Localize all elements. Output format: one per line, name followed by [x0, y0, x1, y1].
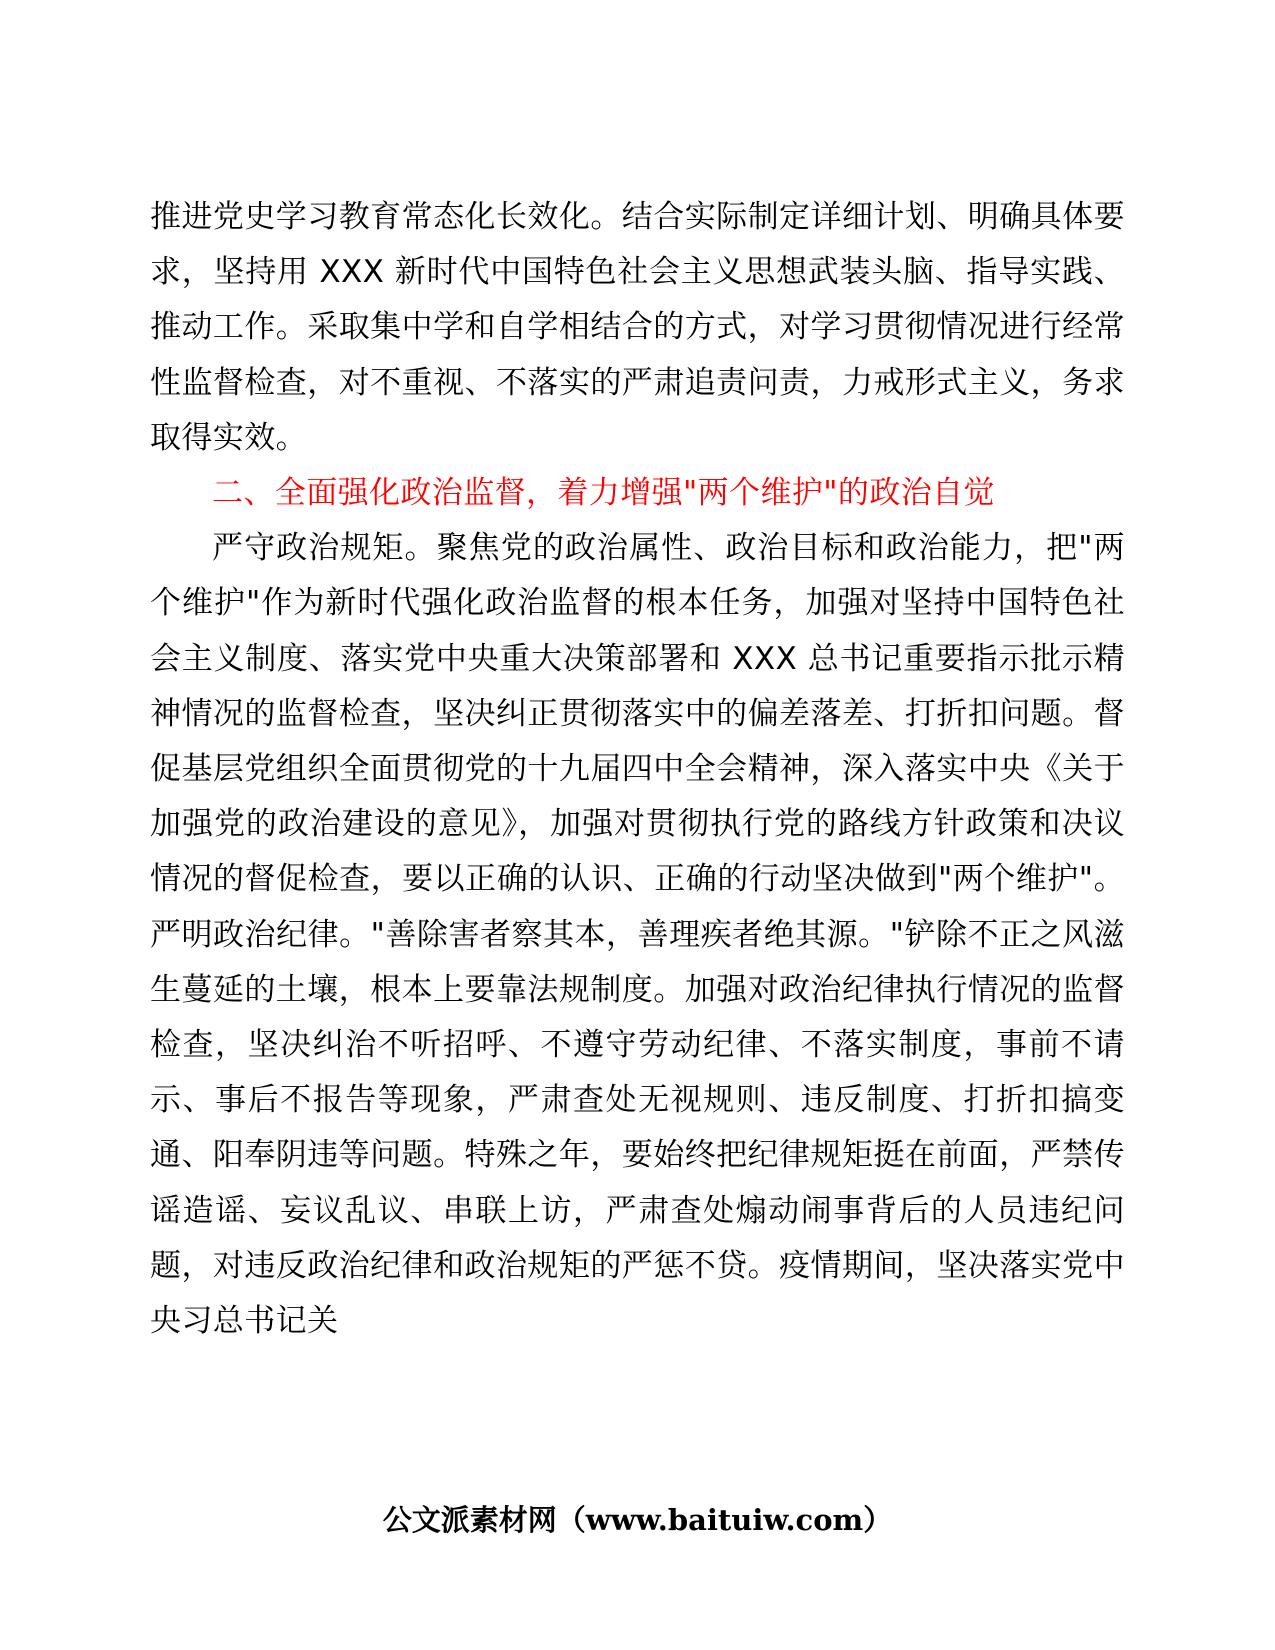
- paragraph-continuation: 推进党史学习教育常态化长效化。结合实际制定详细计划、明确具体要求，坚持用 XXX 新时代中国特色社会主义思想武装头脑、指导实践、推动工作。采取集中学和自学相结合的方式，对学习贯彻情况进行经常性监督检查，对不重视、不落实的严肃追责问责，力戒形式主义，务求取得实效。: [150, 199, 1125, 456]
- footer-watermark: 公文派素材网（www.baituiw.com）: [382, 1503, 893, 1537]
- document-body: [150, 190, 1125, 1349]
- paragraph-political-rules: 严守政治规矩。聚焦党的政治属性、政治目标和政治能力，把"两个维护"作为新时代强化政治监督的根本任务，加强对坚持中国特色社会主义制度、落实党中央重大决策部署和 XXX 总书记重要指示批示精神情况的监督检查，坚决纠正贯彻落实中的偏差落差、打折扣问题。督促基层党组织全面贯彻党的十九届四中全会精神，深入落实中央《关于加强党的政治建设的意见》，加强对贯彻执行党的路线方针政策和决议情况的督促检查，要以正确的认识、正确的行动坚决做到"两个维护"。严明政治纪律。"善除害者察其本，善理疾者绝其源。"铲除不正之风滋生蔓延的土壤，根本上要靠法规制度。加强对政治纪律执行情况的监督检查，坚决纠治不听招呼、不遵守劳动纪律、不落实制度，事前不请示、事后不报告等现象，严肃查处无视规则、违反制度、打折扣搞变通、阳奉阴违等问题。特殊之年，要始终把纪律规矩挺在前面，严禁传谣造谣、妄议乱议、串联上访，严肃查处煽动闹事背后的人员违纪问题，对违反政治纪律和政治规矩的严惩不贷。疫情期间，坚决落实党中央习总书记关: [150, 530, 1125, 1340]
- section-heading: 二、全面强化政治监督，着力增强"两个维护"的政治自觉: [212, 475, 995, 512]
